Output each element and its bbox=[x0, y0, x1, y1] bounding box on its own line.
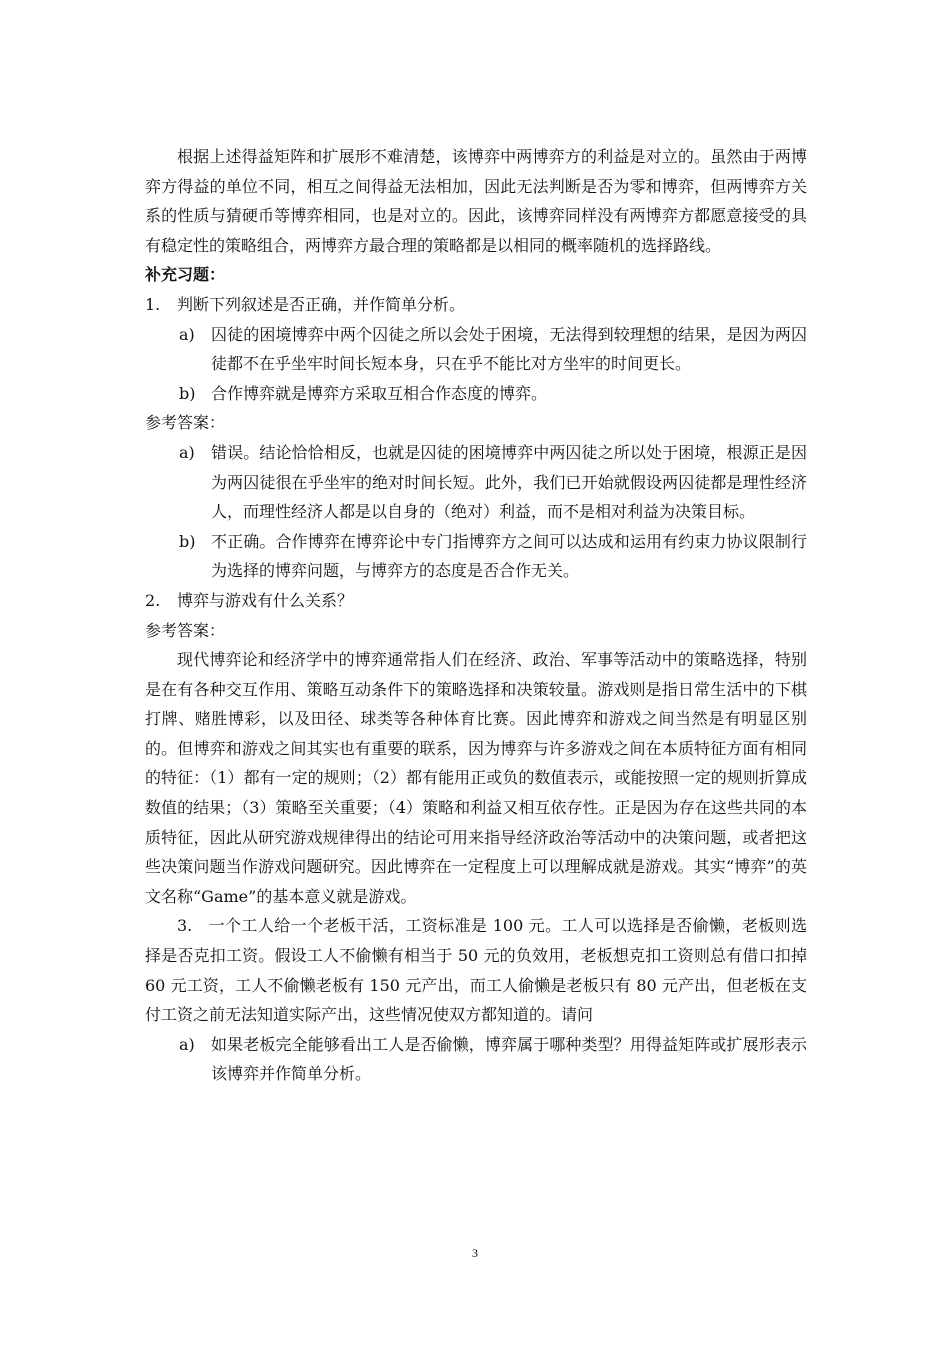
question-3-number: 3. bbox=[177, 916, 193, 936]
item-marker: a) bbox=[179, 324, 195, 344]
item-marker: a) bbox=[179, 1034, 195, 1054]
question-3 bbox=[145, 911, 807, 1029]
answer-2-paragraph: 现代博弈论和经济学中的博弈通常指人们在经济、政治、军事等活动中的策略选择，特别是在有各种交互作用、策略互动条件下的策略选择和决策较量。游戏则是指日常生活中的下棋打牌、赌胜博彩，以及田径、球类等各种体育比赛。因此博弈和游戏之间当然是有明显区别的。但博弈和游戏之间其实也有重要的联系，因为博弈与许多游戏之间在本质特征方面有相同的特征：（1）都有一定的规则；（2）都有能用正或负的数值表示，或能按照一定的规则折算成数值的结果；（3）策略至关重要；（4）策略和利益又相互依存性。正是因为存在这些共同的本质特征，因此从研究游戏规律得出的结论可用来指导经济政治等活动中的决策问题，或者把这些决策问题当作游戏问题研究。因此博弈在一定程度上可以理解成就是游戏。其实“博弈”的英文名称“Game”的基本意义就是游戏。 bbox=[145, 650, 807, 906]
question-2-text: 博弈与游戏有什么关系？ bbox=[177, 590, 354, 610]
question-1-text: 判断下列叙述是否正确，并作简单分析。 bbox=[177, 294, 466, 314]
page-content bbox=[145, 142, 807, 1089]
question-2 bbox=[145, 586, 807, 616]
item-text: 合作博弈就是博弈方采取互相合作态度的博弈。 bbox=[211, 383, 548, 403]
item-text: 囚徒的困境博弈中两个囚徒之所以会处于困境，无法得到较理想的结果，是因为两囚徒都不在乎坐牢时间长短本身，只在乎不能比对方坐牢的时间更长。 bbox=[211, 324, 807, 374]
item-marker: b) bbox=[179, 531, 196, 551]
question-1-item-b bbox=[145, 379, 807, 409]
answer-label-1: 参考答案： bbox=[145, 413, 226, 433]
item-marker: a) bbox=[179, 442, 195, 462]
answer-label-2: 参考答案： bbox=[145, 620, 226, 640]
item-text: 不正确。合作博弈在博弈论中专门指博弈方之间可以达成和运用有约束力协议限制行为选择的博弈问题，与博弈方的态度是否合作无关。 bbox=[211, 531, 807, 581]
question-2-number: 2. bbox=[145, 590, 161, 610]
question-1 bbox=[145, 290, 807, 320]
item-text: 如果老板完全能够看出工人是否偷懒，博弈属于哪种类型？用得益矩阵或扩展形表示该博弈并作简单分析。 bbox=[211, 1034, 807, 1084]
question-3-item-a bbox=[145, 1030, 807, 1089]
intro-paragraph: 根据上述得益矩阵和扩展形不难清楚，该博弈中两博弈方的利益是对立的。虽然由于两博弈方得益的单位不同，相互之间得益无法相加，因此无法判断是否为零和博弈，但两博弈方关系的性质与猜硬币等博弈相同，也是对立的。因此，该博弈同样没有两博弈方都愿意接受的具有稳定性的策略组合，两博弈方最合理的策略都是以相同的概率随机的选择路线。 bbox=[145, 147, 807, 255]
item-text: 错误。结论恰恰相反，也就是囚徒的困境博弈中两囚徒之所以处于困境，根源正是因为两囚徒很在乎坐牢的绝对时间长短。此外，我们已开始就假设两囚徒都是理性经济人，而理性经济人都是以自身的（绝对）利益，而不是相对利益为决策目标。 bbox=[211, 442, 807, 522]
section-heading: 补充习题： bbox=[145, 265, 226, 285]
question-1-number: 1. bbox=[145, 294, 161, 314]
question-1-item-a bbox=[145, 320, 807, 379]
question-3-text: 一个工人给一个老板干活，工资标准是 100 元。工人可以选择是否偷懒，老板则选择是否克扣工资。假设工人不偷懒有相当于 50 元的负效用，老板想克扣工资则总有借口扣掉 60 元工资，工人不偷懒老板有 150 元产出，而工人偷懒是老板只有 80 元产出，但老板在支付工资之前无法知道实际产出，这些情况使双方都知道的。请问 bbox=[145, 916, 807, 1025]
answer-1-item-b bbox=[145, 527, 807, 586]
item-marker: b) bbox=[179, 383, 196, 403]
page-number: 3 bbox=[472, 1246, 478, 1260]
answer-1-item-a bbox=[145, 438, 807, 527]
